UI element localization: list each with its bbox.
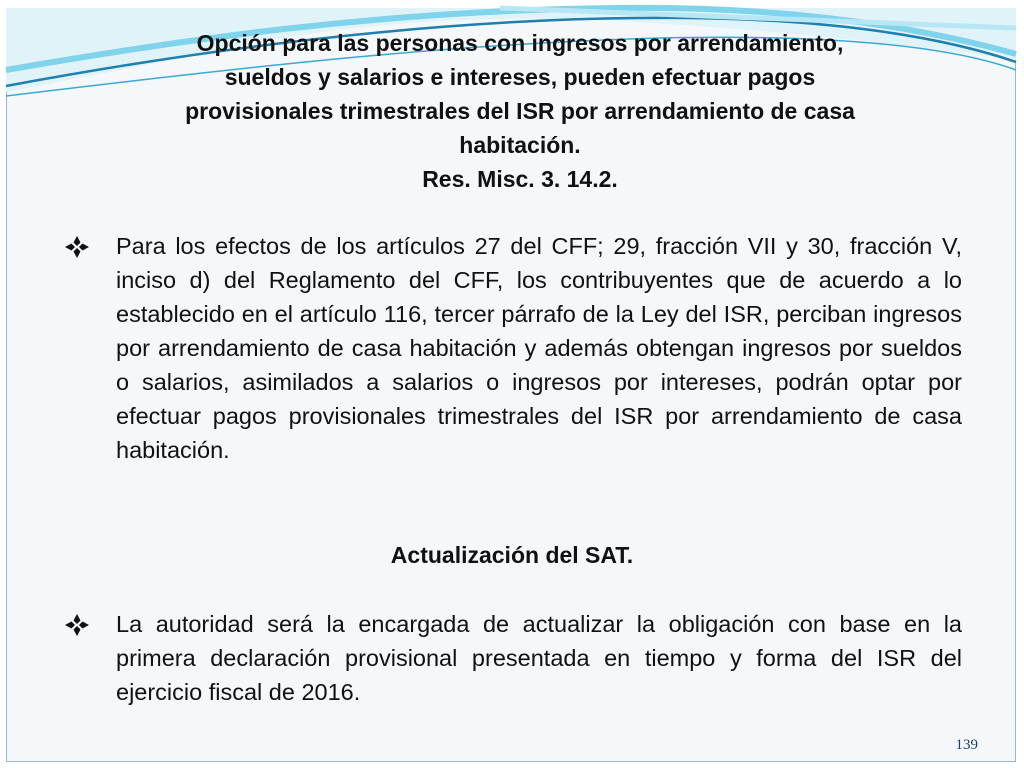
bullet-item-1 xyxy=(62,229,962,467)
title-reference: Res. Misc. 3. 14.2. xyxy=(422,166,618,192)
slide-title xyxy=(40,26,1000,196)
title-line-2: sueldos y salarios e intereses, pueden efectuar pagos xyxy=(224,64,816,90)
bullet-text-2: La autoridad será la encargada de actualizar la obligación con base en la primera declaración provisional presentada en tiempo y forma del ISR del ejercicio fiscal de 2016. xyxy=(116,611,962,705)
page-number: 139 xyxy=(955,737,978,753)
bullet-text-1: Para los efectos de los artículos 27 del CFF; 29, fracción VII y 30, fracción V, inciso d) del Reglamento del CFF, los contribuyentes que de acuerdo a lo establecido en el artículo 116, tercer párrafo de la Ley del ISR, perciban ingresos por arrendamiento de casa habitación y además obtengan ingresos por sueldos o salarios, asimilados a salarios o ingresos por intereses, podrán optar por efectuar pagos provisionales trimestrales del ISR por arrendamiento de casa habitación. xyxy=(116,233,962,463)
title-line-1: Opción para las personas con ingresos por arrendamiento, xyxy=(196,30,844,56)
bullet-item-2 xyxy=(62,607,962,709)
diamond-bullet-icon xyxy=(62,613,92,637)
diamond-bullet-icon xyxy=(62,235,92,259)
section-subtitle: Actualización del SAT. xyxy=(390,542,634,568)
title-line-3: provisionales trimestrales del ISR por arrendamiento de casa xyxy=(185,98,855,124)
title-line-4: habitación. xyxy=(459,132,581,158)
